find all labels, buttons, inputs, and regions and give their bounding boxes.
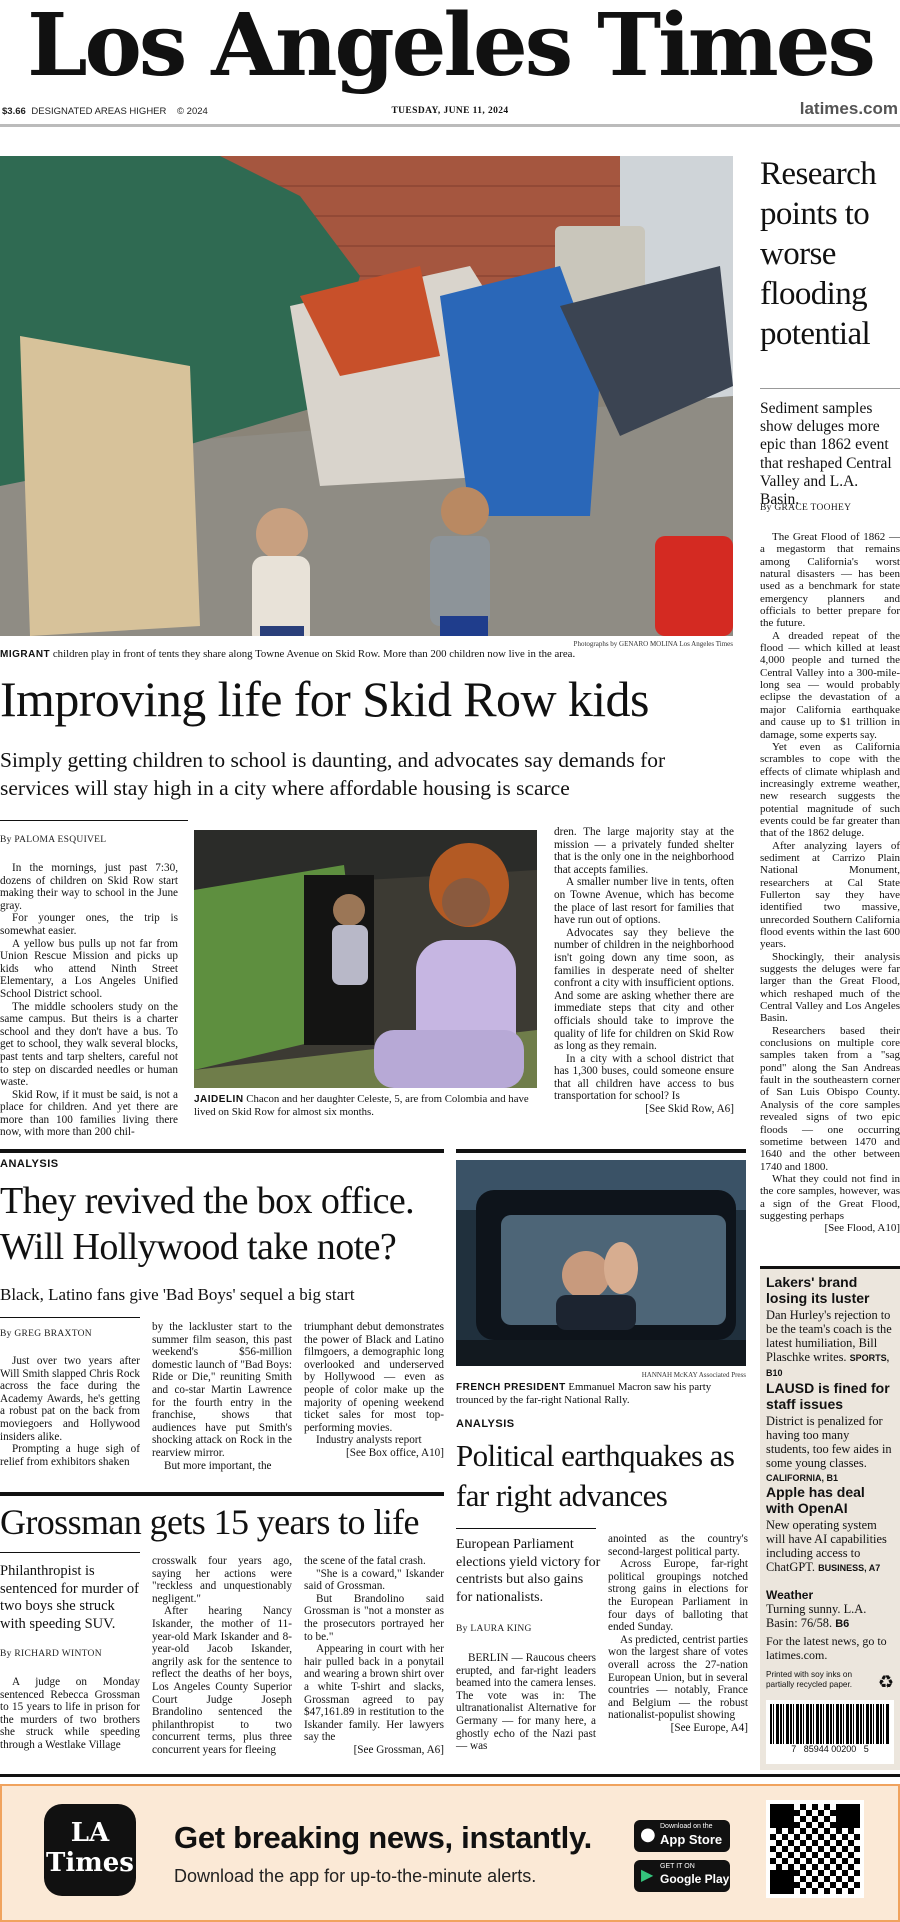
lead-col-2: dren. The large majority stay at the mission — a privately funded shelter that is the only one in the neighborhood that accepts families. A smaller number live in tents, often on Towne Avenue, which has become the place of last resort for families that have run out of options. Advocates say they believe the number of children in the neighborhood isn't going down any time soon, as families in desperate need of shelter confront a city with insufficient options. And some are asking whether there are immediate steps that city and other officials should take to improve the quality of life for children on Skid Row as long as they remain. In a city with a school district that has 1,300 buses, could someone ensure that all children have access to bus transportation for school? Is [See Skid Row, A6] (554, 826, 735, 1116)
grossman-col-3: the scene of the fatal crash. "She is a coward," Iskander said of Grossman. But Brandolino said Grossman is "not a monster as the prosecutors portrayed her to be." Appearing in court with her hair pulled back in a ponytail and wearing a brown shirt over a white T-shirt and slacks, Grossman agreed to pay $47,161.89 in restitution to the Iskander family. Her lawyers say the [See Grossman, A6] (304, 1555, 444, 1756)
boxoffice-col-2: by the lackluster start to the summer film season, this past weekend's $56-million domestic launch of "Bad Boys: Ride or Die," reuniting Smith and co-star Martin Lawrence for the fourth entry in the franchise, shows that audiences have put Smith's shocking attack on Rock in the rearview mirror. But more important, the (152, 1321, 292, 1472)
ad-headline: Get breaking news, instantly. (174, 1820, 592, 1855)
boxoffice-jump[interactable]: [See Box office, A10] (346, 1446, 444, 1459)
flood-rule (760, 388, 900, 389)
macron-car-photo (456, 1160, 746, 1366)
grossman-headline[interactable]: Grossman gets 15 years to life (0, 1502, 419, 1542)
qr-code-icon[interactable] (766, 1800, 864, 1898)
macron-rule (456, 1149, 746, 1153)
flood-byline: By GRACE TOOHEY (760, 503, 852, 513)
boxoffice-dek: Black, Latino fans give 'Bad Boys' sequel a big start (0, 1285, 355, 1304)
flood-headline[interactable]: Research points to worse flooding potential (760, 156, 877, 352)
price-note: DESIGNATED AREAS HIGHER (31, 106, 167, 117)
lead-headline[interactable]: Improving life for Skid Row kids (0, 671, 649, 727)
barcode: 7 85944 00200 5 (766, 1700, 894, 1764)
latimes-app-logo: LA Times (44, 1804, 136, 1896)
macron-byline: By LAURA KING (456, 1624, 532, 1634)
mother-daughter-photo (194, 830, 537, 1088)
masthead (0, 0, 900, 130)
play-icon: ▶ (641, 1865, 654, 1884)
grossman-jump[interactable]: [See Grossman, A6] (353, 1743, 444, 1756)
sidebar (760, 1266, 900, 1770)
lead-photo (0, 156, 733, 636)
recycled-note: Printed with soy inks on partially recycled paper. ♻ (766, 1670, 894, 1693)
macron-headline[interactable]: Political earthquakes as far right advances (456, 1438, 735, 1513)
site-link[interactable]: latimes.com (799, 99, 898, 118)
app-store-button[interactable]: ● Download on the App Store (634, 1820, 730, 1852)
boxoffice-headline[interactable]: They revived the box office. Will Hollywood take note? (0, 1180, 415, 1268)
flood-body: The Great Flood of 1862 — a megastorm that remains among California's worst natural disasters — has been used as a benchmark for state emergency planners and officials to better prepare for the future. A dreaded repeat of the flood — which killed at least 4,000 people and turned the Central Valley into a 300-mile-long sea — would probably eclipse the devastation of a major California earthquake and cause up to $1 trillion in damage, some experts say. Yet even as California scrambles to cope with the effects of climate whiplash and increasingly extreme weather, new research suggests the potential magnitude of such events could be far greater than that of the 1862 deluge. After analyzing layers of sediment at Carrizo Plain National Monument, researchers at Cal State Fullerton say they have identified two massive, unrecorded Southern California flood events within the last 600 years. Shockingly, their analysis suggests the deluges were far larger than the Great Flood, which reshaped much of the Central Valley and Los Angeles Basin. Researchers based their conclusions on multiple core samples taken from a "sag pond" along the San Andreas fault in the southeastern corner of San Luis Obispo County. Analysis of the core samples revealed signs of two epic floods — one occurring sometime between 1470 and 1640 and the other between 1740 and 1800. What they could not find in the core samples, however, was a sign of the Great Flood, suggesting perhaps [See Flood, A10] (760, 531, 900, 1235)
flood-jump[interactable]: [See Flood, A10] (824, 1222, 900, 1235)
copyright: © 2024 (177, 106, 208, 117)
lead-jump[interactable]: [See Skid Row, A6] (645, 1103, 734, 1116)
grossman-byline: By RICHARD WINTON (0, 1649, 102, 1659)
macron-credit: HANNAH McKAY Associated Press (641, 1371, 746, 1379)
jaidelin-photo (194, 830, 537, 1088)
macron-photo (456, 1160, 746, 1366)
boxoffice-col-1: Just over two years after Will Smith slapped Chris Rock across the face during the Academy Awards, he's getting a robust pat on the back from moviegoers and Hollywood insiders alike. Prompting a huge sigh of relief from exhibitors shaken (0, 1355, 140, 1468)
weather: Weather Turning sunny. L.A. Basin: 76/58. B6 (766, 1588, 867, 1630)
sidebar-item-apple[interactable]: Apple has deal with OpenAI New operating system will have AI capabilities including access to ChatGPT. BUSINESS, A7 (766, 1484, 887, 1574)
boxoffice-rule (0, 1149, 444, 1153)
barcode-bars-icon (770, 1704, 890, 1744)
grossman-col-2: crosswalk four years ago, saying her actions were "reckless and unquestionably negligent." After hearing Nancy Iskander, the mother of 11-year-old Mark Iskander and 8-year-old Jacob Iskander, angrily ask for the sentence to reflect the deaths of her boys, Los Angeles County Superior Court Judge Joseph Brandolino sentenced the philanthropist to two concurrent terms, plus three concurrent years for fleeing (152, 1555, 292, 1756)
lead-byline: By PALOMA ESQUIVEL (0, 835, 107, 845)
grossman-rule (0, 1492, 444, 1496)
lead-col-1: In the mornings, just past 7:30, dozens of children on Skid Row start making their way to school in the June gray. For younger ones, the trip is somewhat easier. A yellow bus pulls up not far from Union Rescue Mission and picks up kids who attend Ninth Street Elementary, a Los Angeles Unified School District school. The middle schoolers study on the same campus. But theirs is a charter school and they don't have a bus. To get to school, they walk several blocks, past tents and tarp shelters, careful not to step on discarded needles or human waste. Skid Row, if it must be said, is not a place for children. And yet there are more than 100 families living there now, with more than 200 chil- (0, 862, 178, 1139)
price: $3.66 (2, 106, 26, 117)
dateline: TUESDAY, JUNE 11, 2024 (391, 106, 509, 116)
apple-icon: ● (640, 1824, 656, 1845)
footer-rule (0, 1774, 900, 1777)
recycle-icon: ♻ (877, 1672, 894, 1693)
macron-col-2: anointed as the country's second-largest political party. Across Europe, far-right political groupings notched strong gains in elections for the European Parliament in four days of balloting that ended Sunday. As predicted, centrist parties won the largest share of votes overall across the 27-nation European Union, but in several countries — notably, France and Belgium — the robust nationalist-populist showing [See Europe, A4] (608, 1533, 748, 1734)
masthead-title: Los Angeles Times (27, 0, 873, 96)
lead-dek: Simply getting children to school is daunting, and advocates say demands for services will stay high in a city where affordable housing is scarce (0, 748, 666, 800)
flood-dek: Sediment samples show deluges more epic than 1862 event that reshaped Central Valley and L.A. Basin. (760, 400, 892, 509)
lead-photo-credit: Photographs by GENARO MOLINA Los Angeles Times (573, 640, 733, 648)
boxoffice-byline: By GREG BRAXTON (0, 1329, 92, 1339)
skid-row-children-photo (0, 156, 733, 636)
latest-news[interactable]: For the latest news, go to latimes.com. (766, 1634, 887, 1662)
boxoffice-label: ANALYSIS (0, 1158, 59, 1170)
boxoffice-col-3: triumphant debut demonstrates the power of Black and Latino filmgoers, a demographic long overlooked and underserved by Hollywood — even as people of color make up the majority of opening weekend ticket sales for most top-performing movies. Industry analysts report [See Box office, A10] (304, 1321, 444, 1459)
sidebar-item-lakers[interactable]: Lakers' brand losing its luster Dan Hurley's rejection to be the team's coach is the latest humiliation, Bill Plaschke writes. SPORTS, B10 (766, 1274, 892, 1378)
google-play-button[interactable]: ▶ GET IT ON Google Play (634, 1860, 730, 1892)
macron-col-1: BERLIN — Raucous cheers erupted, and far-right leaders beamed into the camera lenses. The vote was in: The ultranationalist Alternative for Germany — for many here, a ghostly echo of the Nazi past — was (456, 1652, 596, 1753)
grossman-dek: Philanthropist is sentenced for murder of two boys she struck with speeding SUV. (0, 1563, 139, 1632)
grossman-dek-rule (0, 1552, 140, 1553)
macron-dek: European Parliament elections yield victory for centrists but also gains for nationalists. (456, 1537, 601, 1605)
jaidelin-caption: JAIDELIN Chacon and her daughter Celeste, 5, are from Colombia and have lived on Skid Row for almost six months. (194, 1093, 529, 1118)
boxoffice-byline-rule (0, 1317, 140, 1318)
sidebar-item-lausd[interactable]: LAUSD is fined for staff issues District is penalized for having too many students, too few aides in some young classes. CALIFORNIA, B1 (766, 1380, 892, 1483)
masthead-rule (0, 124, 900, 127)
macron-jump[interactable]: [See Europe, A4] (670, 1721, 748, 1734)
lead-photo-caption: MIGRANT children play in front of tents they share along Towne Avenue on Skid Row. More than 200 children now live in the area. (0, 648, 576, 660)
macron-dek-rule (456, 1528, 596, 1529)
ad-subhead: Download the app for up-to-the-minute alerts. (174, 1866, 537, 1886)
lead-byline-rule (0, 820, 188, 821)
macron-label: ANALYSIS (456, 1418, 515, 1430)
app-ad[interactable] (0, 1784, 900, 1922)
macron-caption: FRENCH PRESIDENT Emmanuel Macron saw his party trounced by the far-right National Rally. (456, 1381, 712, 1406)
grossman-col-1: A judge on Monday sentenced Rebecca Grossman to 15 years to life in prison for the murders of two brothers she struck while speeding through a Westlake Village (0, 1676, 140, 1751)
